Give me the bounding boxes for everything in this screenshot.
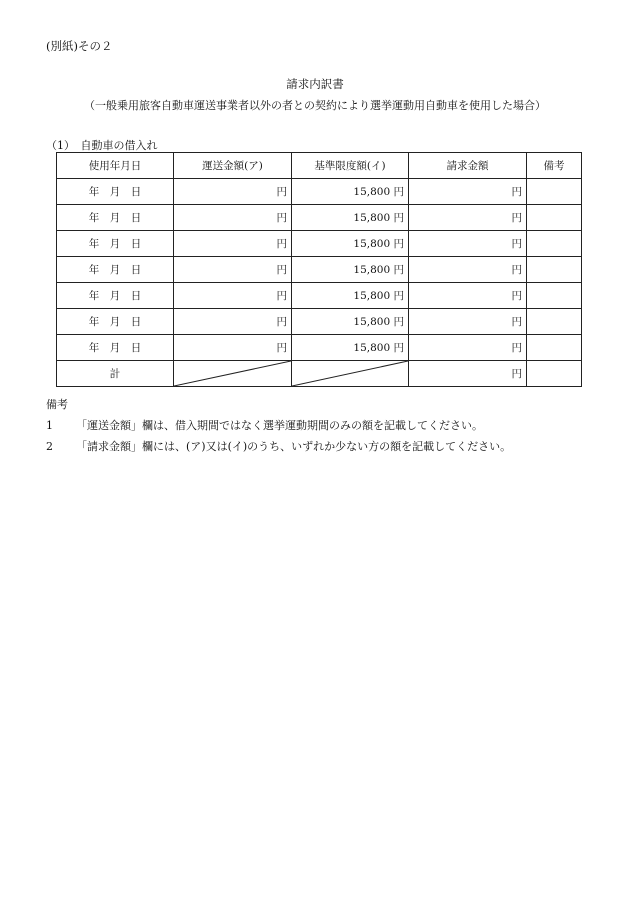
table-row [57,205,582,231]
note-number: 2 [46,440,53,453]
claim-cell[interactable]: 円 [409,283,527,309]
page-header: (別紙)その２ [46,39,113,53]
total-label: 計 [57,361,174,387]
remark-total-cell[interactable] [527,361,582,387]
date-cell[interactable]: 年 月 日 [57,335,174,361]
note-number: 1 [46,419,53,432]
date-cell[interactable]: 年 月 日 [57,257,174,283]
remark-cell[interactable] [527,205,582,231]
diagonal-strike [174,361,291,386]
claim-cell[interactable]: 円 [409,257,527,283]
remark-cell[interactable] [527,231,582,257]
amount-cell[interactable]: 円 [174,309,292,335]
limit-cell: 15,800 円 [292,335,409,361]
amount-cell[interactable]: 円 [174,257,292,283]
amount-total-cell-crossed [174,361,292,387]
notes-title: 備考 [46,398,68,411]
section-heading: （1） 自動車の借入れ [46,139,158,152]
total-row [57,361,582,387]
note-text: 「請求金額」欄には、(ア)又は(イ)のうち、いずれか少ない方の額を記載してください。 [76,440,512,453]
remark-cell[interactable] [527,309,582,335]
amount-cell[interactable]: 円 [174,179,292,205]
limit-cell: 15,800 円 [292,179,409,205]
limit-cell: 15,800 円 [292,205,409,231]
note-item [46,438,511,454]
date-cell[interactable]: 年 月 日 [57,231,174,257]
amount-cell[interactable]: 円 [174,231,292,257]
claim-cell[interactable]: 円 [409,179,527,205]
claim-cell[interactable]: 円 [409,309,527,335]
header-amount: 運送金額(ア) [174,153,292,179]
remark-cell[interactable] [527,283,582,309]
table-row [57,335,582,361]
claim-total-cell[interactable]: 円 [409,361,527,387]
table-row [57,309,582,335]
header-date: 使用年月日 [57,153,174,179]
limit-cell: 15,800 円 [292,231,409,257]
header-claim: 請求金額 [409,153,527,179]
date-cell[interactable]: 年 月 日 [57,309,174,335]
claim-cell[interactable]: 円 [409,335,527,361]
header-limit: 基準限度額(イ) [292,153,409,179]
date-cell[interactable]: 年 月 日 [57,179,174,205]
amount-cell[interactable]: 円 [174,335,292,361]
table-row [57,179,582,205]
date-cell[interactable]: 年 月 日 [57,283,174,309]
note-text: 「運送金額」欄は、借入期間ではなく選挙運動期間のみの額を記載してください。 [76,419,483,432]
table-row [57,231,582,257]
header-remark: 備考 [527,153,582,179]
claim-cell[interactable]: 円 [409,205,527,231]
remark-cell[interactable] [527,335,582,361]
limit-cell: 15,800 円 [292,283,409,309]
page-title: 請求内訳書 [286,77,344,91]
remark-cell[interactable] [527,179,582,205]
breakdown-table [56,152,582,387]
amount-cell[interactable]: 円 [174,205,292,231]
limit-total-cell-crossed [292,361,409,387]
page-subtitle: （一般乗用旅客自動車運送事業者以外の者との契約により選挙運動用自動車を使用した場合） [84,99,546,112]
limit-cell: 15,800 円 [292,309,409,335]
diagonal-strike [292,361,408,386]
remark-cell[interactable] [527,257,582,283]
table-row [57,283,582,309]
table-header-row [57,153,582,179]
amount-cell[interactable]: 円 [174,283,292,309]
table-row [57,257,582,283]
claim-cell[interactable]: 円 [409,231,527,257]
note-item [46,417,483,433]
date-cell[interactable]: 年 月 日 [57,205,174,231]
limit-cell: 15,800 円 [292,257,409,283]
